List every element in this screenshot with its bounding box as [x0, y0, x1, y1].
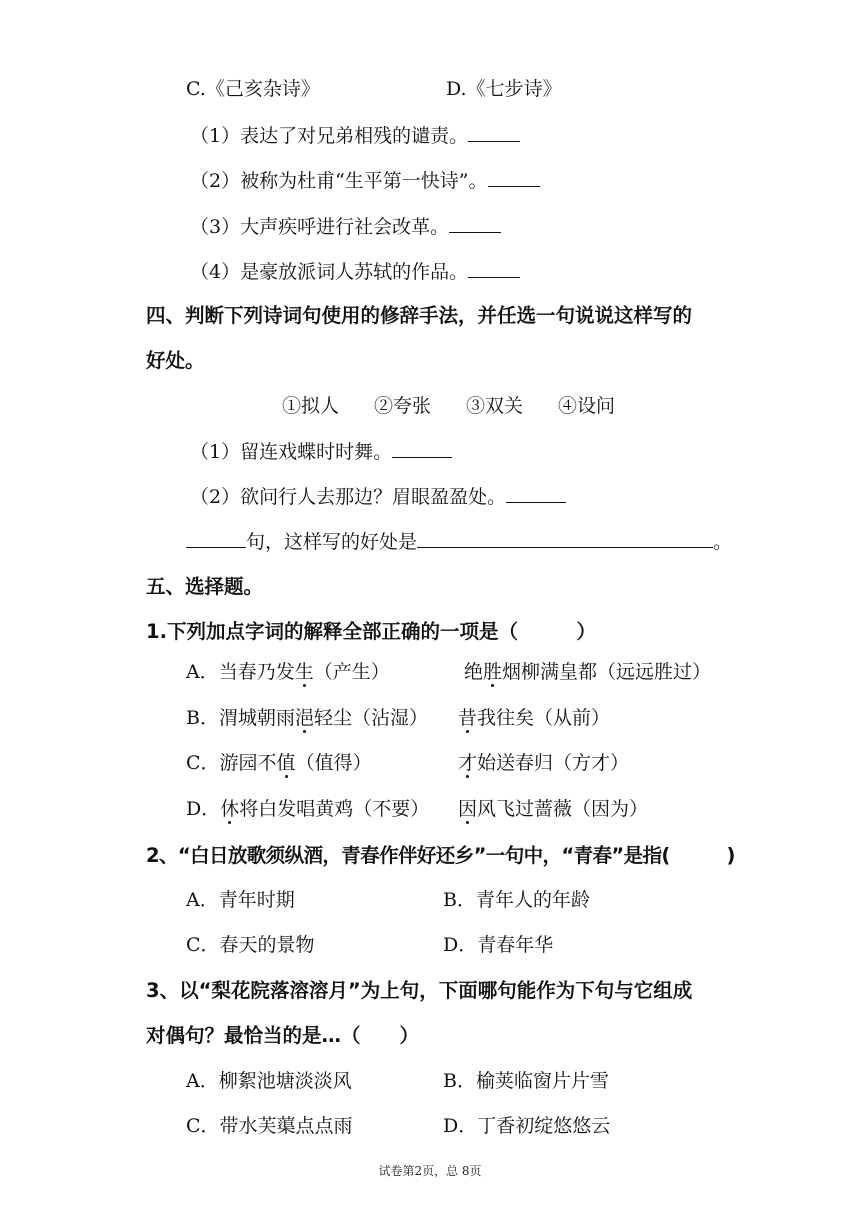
- section-4-title: 四、判断下列诗词句使用的修辞手法，并任选一句说说这样写的: [146, 304, 693, 327]
- rhetoric-option: ④设问: [558, 395, 616, 417]
- q1-option-d[interactable]: D．休将白发唱黄鸡（不要）: [186, 798, 430, 820]
- q3-stem-cont: 对偶句？最恰当的是…（ ）: [146, 1024, 420, 1047]
- match-item-2: （2）被称为杜甫“生平第一快诗”。: [190, 168, 540, 194]
- rhetoric-option: ①拟人: [282, 395, 340, 417]
- option-d-poem: D.《七步诗》: [446, 78, 562, 100]
- q2-stem: 2、“白日放歌须纵酒，青春作伴好还乡”一句中，“青春”是指( ): [146, 844, 735, 867]
- answer-blank[interactable]: [449, 214, 501, 233]
- q3-option-b[interactable]: B．榆荚临窗片片雪: [443, 1070, 609, 1092]
- q1-option-a-cont: 绝胜烟柳满皇都（远远胜过）: [464, 661, 712, 683]
- rhetoric-options: [282, 393, 615, 419]
- q2-option-b[interactable]: B．青年人的年龄: [443, 889, 590, 911]
- match-item-4: （4）是豪放派词人苏轼的作品。: [190, 259, 520, 285]
- page-footer: 试卷第2页，总 8页: [378, 1164, 482, 1178]
- section-5-title: 五、选择题。: [146, 575, 264, 598]
- answer-blank[interactable]: [392, 439, 452, 458]
- q2-option-c[interactable]: C．春天的景物: [186, 934, 315, 956]
- rhetoric-item-2: （2）欲问行人去那边？眉眼盈盈处。: [190, 484, 566, 510]
- option-c-poem: C.《己亥杂诗》: [186, 78, 320, 100]
- answer-blank[interactable]: [186, 529, 246, 548]
- rhetoric-explain-line: 句，这样写的好处是 。: [186, 529, 732, 555]
- answer-blank[interactable]: [468, 259, 520, 278]
- answer-blank[interactable]: [468, 123, 520, 142]
- rhetoric-option: ③双关: [466, 395, 524, 417]
- q3-stem: 3、以“梨花院落溶溶月”为上句，下面哪句能作为下句与它组成: [146, 979, 693, 1002]
- q1-option-c-cont: 才始送春归（方才）: [458, 752, 630, 774]
- q2-option-d[interactable]: D．青春年华: [443, 934, 554, 956]
- q1-option-b[interactable]: B．渭城朝雨浥轻尘（沾湿）: [186, 707, 428, 729]
- q2-option-a[interactable]: A．青年时期: [186, 889, 295, 911]
- answer-blank[interactable]: [488, 168, 540, 187]
- q3-option-a[interactable]: A．柳絮池塘淡淡风: [186, 1070, 352, 1092]
- rhetoric-item-1: （1）留连戏蝶时时舞。: [190, 439, 452, 465]
- answer-blank[interactable]: [506, 484, 566, 503]
- q1-option-a[interactable]: A．当春乃发生（产生）: [186, 661, 390, 683]
- answer-blank-long[interactable]: [417, 529, 713, 548]
- match-item-1: （1）表达了对兄弟相残的谴责。: [190, 123, 520, 149]
- q1-option-b-cont: 昔我往矣（从前）: [458, 707, 611, 729]
- q1-option-c[interactable]: C．游园不值（值得）: [186, 752, 372, 774]
- q1-stem: 1.下列加点字词的解释全部正确的一项是（ ）: [146, 620, 596, 643]
- section-4-title-cont: 好处。: [146, 349, 205, 372]
- q3-option-d[interactable]: D．丁香初绽悠悠云: [443, 1115, 611, 1137]
- q1-option-d-cont: 因风飞过蔷薇（因为）: [458, 798, 649, 820]
- q3-option-c[interactable]: C．带水芙蕖点点雨: [186, 1115, 353, 1137]
- rhetoric-option: ②夸张: [374, 395, 432, 417]
- match-item-3: （3）大声疾呼进行社会改革。: [190, 214, 501, 240]
